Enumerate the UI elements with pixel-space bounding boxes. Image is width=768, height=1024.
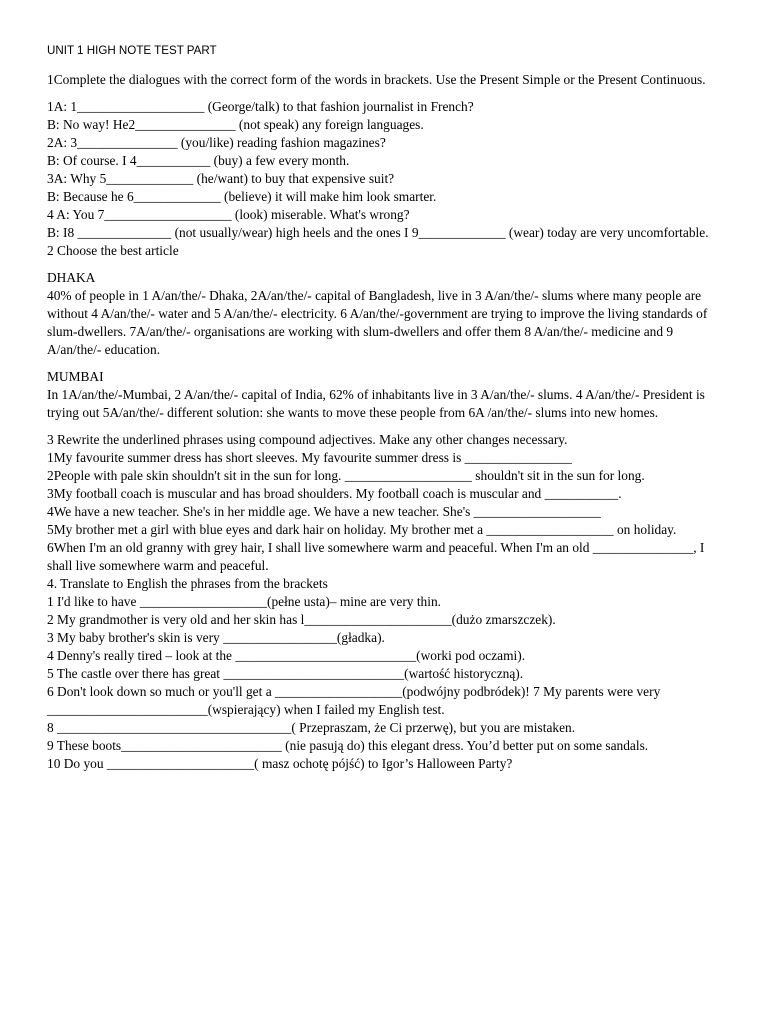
dialogue-line: 4 A: You 7___________________ (look) miserable. What's wrong? [47, 207, 410, 222]
exercise-3 [47, 431, 728, 575]
exercise-4-item: 3 My baby brother's skin is very _________________(gładka). [47, 630, 385, 645]
mumbai-title: MUMBAI [47, 369, 104, 384]
exercise-4-item: 9 These boots________________________ (nie pasują do) this elegant dress. You’d better put on some sandals. [47, 738, 649, 753]
dialogue-line: B: No way! He2_______________ (not speak) any foreign languages. [47, 117, 424, 132]
dialogue-line: B: Because he 6_____________ (believe) it will make him look smarter. [47, 189, 437, 204]
unit-title: UNIT 1 HIGH NOTE TEST PART [47, 44, 217, 57]
exercise-4-heading: 4. Translate to English the phrases from the brackets [47, 576, 328, 591]
dhaka-text: 40% of people in 1 A/an/the/- Dhaka, 2A/an/the/- capital of Bangladesh, live in 3 A/an/the/- slums where many people are without 4 A/an/the/- water and 5 A/an/the/- electricity. 6 A/an/the/-government are trying to improve the living standards of slum-dwellers. 7A/an/the/- organisations are working with slum-dwellers and offer them 8 A/an/the/- medicine and 9 A/an/the/- education. [47, 288, 708, 357]
exercise-4-item: 4 Denny's really tired – look at the ___________________________(worki pod oczami). [47, 648, 526, 663]
exercise-3-item: 3My football coach is muscular and has broad shoulders. My football coach is muscular and ___________. [47, 486, 622, 501]
exercise-3-item: 5My brother met a girl with blue eyes and dark hair on holiday. My brother met a ___________________ on holiday. [47, 522, 677, 537]
exercise-4 [47, 575, 728, 773]
dialogue-line: B: I8 ______________ (not usually/wear) high heels and the ones I 9_____________ (wear) today are very uncomfortable. [47, 225, 709, 240]
dialogue-line: 1A: 1___________________ (George/talk) to that fashion journalist in French? [47, 99, 474, 114]
exercise-2 [47, 242, 728, 422]
exercise-1 [47, 71, 728, 242]
exercise-3-heading: 3 Rewrite the underlined phrases using compound adjectives. Make any other changes necessary. [47, 432, 568, 447]
exercise-4-item: 10 Do you ______________________( masz ochotę pójść) to Igor’s Halloween Party? [47, 756, 513, 771]
dialogue-line: 2A: 3_______________ (you/like) reading fashion magazines? [47, 135, 386, 150]
dhaka-title: DHAKA [47, 270, 96, 285]
dialogue-line: 3A: Why 5_____________ (he/want) to buy that expensive suit? [47, 171, 395, 186]
exercise-3-item: 1My favourite summer dress has short sleeves. My favourite summer dress is ________________ [47, 450, 572, 465]
exercise-4-item: 1 I'd like to have ___________________(pełne usta)– mine are very thin. [47, 594, 441, 609]
exercise-3-item: 2People with pale skin shouldn't sit in the sun for long. ___________________ shouldn't sit in the sun for long. [47, 468, 645, 483]
exercise-4-item: 2 My grandmother is very old and her skin has l______________________(dużo zmarszczek). [47, 612, 556, 627]
exercise-1-dialogue [47, 98, 728, 242]
mumbai-block [47, 368, 728, 422]
dialogue-line: B: Of course. I 4___________ (buy) a few every month. [47, 153, 350, 168]
exercise-2-heading: 2 Choose the best article [47, 243, 179, 258]
exercise-1-instruction: 1Complete the dialogues with the correct form of the words in brackets. Use the Present Simple or the Present Continuous. [47, 72, 706, 87]
exercise-4-item: 5 The castle over there has great ___________________________(wartość historyczną). [47, 666, 524, 681]
exercise-4-item: 8 ___________________________________( Przepraszam, że Ci przerwę), but you are mistaken. [47, 720, 576, 735]
exercise-4-item: 6 Don't look down so much or you'll get a ___________________(podwójny podbródek)! 7 My parents were very ________________________(wspierający) when I failed my English test. [47, 684, 661, 717]
exercise-3-item: 4We have a new teacher. She's in her middle age. We have a new teacher. She's ___________________ [47, 504, 601, 519]
exercise-3-item: 6When I'm an old granny with grey hair, I shall live somewhere warm and peaceful. When I'm an old _______________, I shall live somewhere warm and peaceful. [47, 540, 705, 573]
mumbai-text: In 1A/an/the/-Mumbai, 2 A/an/the/- capital of India, 62% of inhabitants live in 3 A/an/the/- slums. 4 A/an/the/- President is trying out 5A/an/the/- different solution: she wants to move these people from 6A /an/the/- slums into new homes. [47, 387, 705, 420]
dhaka-block [47, 269, 728, 359]
